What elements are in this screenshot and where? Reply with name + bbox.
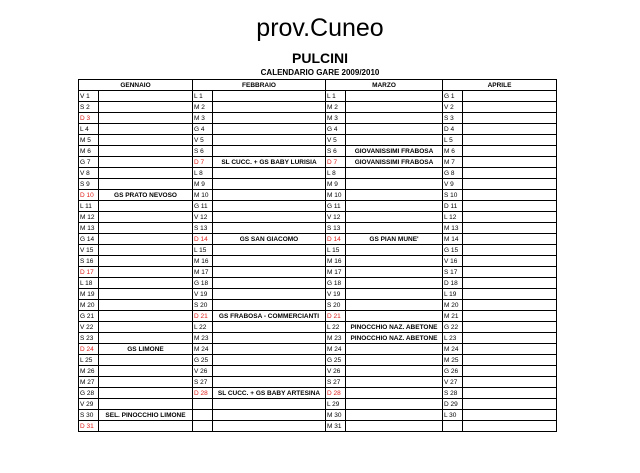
event-cell: GS FRABOSA - COMMERCIANTI	[213, 311, 326, 322]
event-cell	[213, 91, 326, 102]
day-cell: S 6	[193, 146, 213, 157]
event-cell	[213, 190, 326, 201]
event-cell	[463, 245, 557, 256]
day-cell: G 1	[443, 91, 463, 102]
event-cell	[99, 333, 193, 344]
event-cell	[213, 278, 326, 289]
event-cell	[463, 311, 557, 322]
event-cell	[213, 322, 326, 333]
event-cell	[346, 267, 443, 278]
day-cell: L 12	[443, 212, 463, 223]
event-cell: PINOCCHIO NAZ. ABETONE	[346, 322, 443, 333]
day-cell: V 27	[443, 377, 463, 388]
event-cell	[213, 267, 326, 278]
event-cell	[463, 201, 557, 212]
day-cell: D 18	[443, 278, 463, 289]
event-cell	[346, 190, 443, 201]
day-cell: G 11	[326, 201, 346, 212]
day-cell: L 25	[79, 355, 99, 366]
day-cell: D 21	[193, 311, 213, 322]
event-cell	[346, 135, 443, 146]
day-cell: L 29	[326, 399, 346, 410]
calendar-row	[79, 124, 557, 135]
day-cell: V 26	[193, 366, 213, 377]
calendar-row	[79, 344, 557, 355]
day-cell: V 22	[79, 322, 99, 333]
day-cell: L 15	[193, 245, 213, 256]
calendar-row	[79, 311, 557, 322]
category-title: PULCINI	[292, 50, 348, 66]
day-cell: G 4	[326, 124, 346, 135]
day-cell: M 6	[79, 146, 99, 157]
event-cell	[99, 135, 193, 146]
event-cell	[99, 388, 193, 399]
calendar-table	[78, 79, 557, 432]
event-cell	[463, 333, 557, 344]
event-cell	[99, 399, 193, 410]
day-cell: M 13	[443, 223, 463, 234]
day-cell: M 13	[79, 223, 99, 234]
event-cell	[346, 91, 443, 102]
calendar-row	[79, 157, 557, 168]
event-cell	[463, 322, 557, 333]
day-cell: V 29	[79, 399, 99, 410]
event-cell	[99, 91, 193, 102]
day-cell: D 10	[79, 190, 99, 201]
day-cell: G 15	[443, 245, 463, 256]
event-cell	[99, 421, 193, 432]
day-cell: S 6	[326, 146, 346, 157]
event-cell	[463, 278, 557, 289]
day-cell: G 18	[326, 278, 346, 289]
event-cell: GS LIMONE	[99, 344, 193, 355]
day-cell: S 16	[79, 256, 99, 267]
event-cell	[346, 113, 443, 124]
event-cell	[463, 410, 557, 421]
event-cell	[346, 355, 443, 366]
event-cell	[463, 113, 557, 124]
event-cell	[99, 300, 193, 311]
day-cell: G 25	[193, 355, 213, 366]
day-cell: D 14	[193, 234, 213, 245]
day-cell: L 8	[193, 168, 213, 179]
day-cell: V 2	[443, 102, 463, 113]
day-cell: G 28	[79, 388, 99, 399]
event-cell	[463, 355, 557, 366]
day-cell: D 11	[443, 201, 463, 212]
event-cell	[99, 179, 193, 190]
day-cell: M 3	[193, 113, 213, 124]
day-cell: D 28	[326, 388, 346, 399]
event-cell	[346, 256, 443, 267]
event-cell	[463, 300, 557, 311]
day-cell: M 25	[443, 355, 463, 366]
calendar-row	[79, 102, 557, 113]
event-cell	[213, 201, 326, 212]
day-cell: M 3	[326, 113, 346, 124]
event-cell	[346, 344, 443, 355]
calendar-row	[79, 377, 557, 388]
day-cell: M 17	[326, 267, 346, 278]
event-cell	[99, 377, 193, 388]
event-cell	[463, 377, 557, 388]
calendar-row	[79, 399, 557, 410]
day-cell: S 20	[326, 300, 346, 311]
calendar-row	[79, 300, 557, 311]
calendar-row	[79, 421, 557, 432]
event-cell	[463, 289, 557, 300]
event-cell	[463, 399, 557, 410]
day-cell: S 2	[79, 102, 99, 113]
day-cell: M 20	[443, 300, 463, 311]
day-cell: M 10	[326, 190, 346, 201]
event-cell	[213, 245, 326, 256]
day-cell: D 28	[193, 388, 213, 399]
day-cell: V 8	[79, 168, 99, 179]
day-cell: M 31	[326, 421, 346, 432]
calendar-row	[79, 322, 557, 333]
month-header: GENNAIO	[79, 80, 193, 91]
event-cell: SL CUCC. + GS BABY ARTESINA	[213, 388, 326, 399]
event-cell	[213, 124, 326, 135]
event-cell	[99, 157, 193, 168]
day-cell: M 17	[193, 267, 213, 278]
day-cell: L 11	[79, 201, 99, 212]
event-cell	[346, 223, 443, 234]
calendar-row	[79, 179, 557, 190]
calendar-row	[79, 289, 557, 300]
day-cell: D 14	[326, 234, 346, 245]
event-cell	[213, 399, 326, 410]
day-cell: M 24	[443, 344, 463, 355]
event-cell	[346, 366, 443, 377]
event-cell	[463, 421, 557, 432]
event-cell	[463, 157, 557, 168]
month-header: FEBBRAIO	[193, 80, 326, 91]
day-cell: M 16	[326, 256, 346, 267]
day-cell: L 5	[443, 135, 463, 146]
event-cell	[346, 245, 443, 256]
day-cell: D 24	[79, 344, 99, 355]
event-cell	[213, 256, 326, 267]
calendar-row	[79, 267, 557, 278]
event-cell: PINOCCHIO NAZ. ABETONE	[346, 333, 443, 344]
event-cell	[213, 223, 326, 234]
calendar-row	[79, 256, 557, 267]
calendar-row	[79, 245, 557, 256]
day-cell: M 6	[443, 146, 463, 157]
day-cell: V 26	[326, 366, 346, 377]
day-cell: M 20	[79, 300, 99, 311]
day-cell: L 19	[443, 289, 463, 300]
day-cell: M 16	[193, 256, 213, 267]
day-cell: S 13	[193, 223, 213, 234]
event-cell	[213, 421, 326, 432]
day-cell: V 9	[443, 179, 463, 190]
day-cell: L 22	[193, 322, 213, 333]
event-cell	[99, 113, 193, 124]
day-cell: G 18	[193, 278, 213, 289]
day-cell: V 15	[79, 245, 99, 256]
event-cell	[463, 168, 557, 179]
event-cell	[346, 278, 443, 289]
event-cell: GIOVANISSIMI FRABOSA	[346, 157, 443, 168]
event-cell: SEL. PINOCCHIO LIMONE	[99, 410, 193, 421]
day-cell: G 4	[193, 124, 213, 135]
event-cell	[463, 256, 557, 267]
day-cell: S 28	[443, 388, 463, 399]
day-cell: L 18	[79, 278, 99, 289]
day-cell	[193, 410, 213, 421]
event-cell	[463, 388, 557, 399]
day-cell	[193, 421, 213, 432]
event-cell	[213, 135, 326, 146]
event-cell	[99, 245, 193, 256]
event-cell	[99, 223, 193, 234]
day-cell: V 5	[326, 135, 346, 146]
day-cell: S 23	[79, 333, 99, 344]
calendar-row	[79, 212, 557, 223]
day-cell: M 30	[326, 410, 346, 421]
day-cell: G 22	[443, 322, 463, 333]
day-cell: M 21	[443, 311, 463, 322]
day-cell: M 26	[79, 366, 99, 377]
event-cell	[99, 278, 193, 289]
day-cell: S 13	[326, 223, 346, 234]
event-cell: GIOVANISSIMI FRABOSA	[346, 146, 443, 157]
month-header-row	[79, 80, 557, 91]
day-cell: S 27	[193, 377, 213, 388]
event-cell	[463, 135, 557, 146]
day-cell: S 9	[79, 179, 99, 190]
event-cell	[463, 190, 557, 201]
day-cell: M 12	[79, 212, 99, 223]
calendar-row	[79, 190, 557, 201]
event-cell	[346, 311, 443, 322]
day-cell: G 25	[326, 355, 346, 366]
day-cell: M 10	[193, 190, 213, 201]
event-cell	[99, 355, 193, 366]
event-cell	[213, 410, 326, 421]
day-cell: S 20	[193, 300, 213, 311]
day-cell: D 31	[79, 421, 99, 432]
day-cell: G 21	[79, 311, 99, 322]
event-cell	[463, 91, 557, 102]
event-cell	[463, 234, 557, 245]
event-cell	[346, 300, 443, 311]
day-cell: G 8	[443, 168, 463, 179]
calendar-row	[79, 234, 557, 245]
event-cell	[99, 168, 193, 179]
event-cell	[99, 201, 193, 212]
day-cell: M 14	[443, 234, 463, 245]
event-cell	[463, 102, 557, 113]
event-cell	[463, 223, 557, 234]
event-cell: GS SAN GIACOMO	[213, 234, 326, 245]
event-cell: GS PIAN MUNE'	[346, 234, 443, 245]
event-cell	[213, 179, 326, 190]
day-cell: V 5	[193, 135, 213, 146]
event-cell	[346, 421, 443, 432]
event-cell	[213, 344, 326, 355]
day-cell: M 2	[326, 102, 346, 113]
day-cell: S 17	[443, 267, 463, 278]
day-cell: L 1	[326, 91, 346, 102]
day-cell: L 4	[79, 124, 99, 135]
day-cell: M 7	[443, 157, 463, 168]
calendar-row	[79, 168, 557, 179]
event-cell	[346, 399, 443, 410]
day-cell: S 3	[443, 113, 463, 124]
event-cell	[99, 322, 193, 333]
event-cell	[213, 355, 326, 366]
calendar-row	[79, 333, 557, 344]
event-cell: GS PRATO NEVOSO	[99, 190, 193, 201]
event-cell	[99, 366, 193, 377]
event-cell	[213, 146, 326, 157]
day-cell: L 1	[193, 91, 213, 102]
month-header: APRILE	[443, 80, 557, 91]
calendar-body	[79, 91, 557, 432]
day-cell: G 14	[79, 234, 99, 245]
day-cell: M 9	[193, 179, 213, 190]
event-cell	[463, 267, 557, 278]
calendar-label: CALENDARIO GARE 2009/2010	[260, 68, 380, 77]
event-cell	[463, 344, 557, 355]
event-cell	[213, 333, 326, 344]
event-cell	[213, 377, 326, 388]
day-cell: M 27	[79, 377, 99, 388]
event-cell	[99, 267, 193, 278]
event-cell	[99, 124, 193, 135]
day-cell: D 4	[443, 124, 463, 135]
day-cell: M 23	[326, 333, 346, 344]
event-cell	[346, 377, 443, 388]
event-cell	[346, 168, 443, 179]
event-cell	[346, 212, 443, 223]
event-cell	[346, 289, 443, 300]
calendar-row	[79, 355, 557, 366]
event-cell	[99, 234, 193, 245]
day-cell: D 21	[326, 311, 346, 322]
event-cell	[463, 179, 557, 190]
day-cell: D 29	[443, 399, 463, 410]
day-cell: D 7	[326, 157, 346, 168]
event-cell	[346, 388, 443, 399]
day-cell: L 30	[443, 410, 463, 421]
event-cell	[213, 168, 326, 179]
day-cell: M 9	[326, 179, 346, 190]
day-cell: D 3	[79, 113, 99, 124]
event-cell	[213, 289, 326, 300]
page-title: prov.Cuneo	[256, 14, 384, 42]
event-cell	[463, 124, 557, 135]
event-cell	[99, 212, 193, 223]
day-cell: M 2	[193, 102, 213, 113]
day-cell: L 15	[326, 245, 346, 256]
day-cell: S 27	[326, 377, 346, 388]
calendar-row	[79, 135, 557, 146]
day-cell: D 17	[79, 267, 99, 278]
event-cell	[99, 289, 193, 300]
event-cell	[463, 366, 557, 377]
event-cell	[213, 102, 326, 113]
day-cell	[193, 399, 213, 410]
calendar-row	[79, 366, 557, 377]
day-cell: M 23	[193, 333, 213, 344]
day-cell: L 23	[443, 333, 463, 344]
event-cell	[463, 212, 557, 223]
day-cell: G 11	[193, 201, 213, 212]
day-cell: V 12	[193, 212, 213, 223]
calendar-row	[79, 223, 557, 234]
day-cell: V 19	[193, 289, 213, 300]
day-cell: L 8	[326, 168, 346, 179]
day-cell: G 7	[79, 157, 99, 168]
event-cell: SL CUCC. + GS BABY LURISIA	[213, 157, 326, 168]
day-cell: V 12	[326, 212, 346, 223]
calendar-row	[79, 278, 557, 289]
calendar-row	[79, 410, 557, 421]
day-cell: M 19	[79, 289, 99, 300]
day-cell: V 19	[326, 289, 346, 300]
event-cell	[213, 366, 326, 377]
event-cell	[346, 102, 443, 113]
day-cell: M 24	[193, 344, 213, 355]
event-cell	[99, 256, 193, 267]
calendar-row	[79, 201, 557, 212]
day-cell: S 10	[443, 190, 463, 201]
event-cell	[99, 146, 193, 157]
event-cell	[99, 311, 193, 322]
day-cell: G 26	[443, 366, 463, 377]
day-cell: M 5	[79, 135, 99, 146]
calendar-row	[79, 91, 557, 102]
event-cell	[346, 201, 443, 212]
event-cell	[213, 113, 326, 124]
day-cell: L 22	[326, 322, 346, 333]
day-cell: V 16	[443, 256, 463, 267]
event-cell	[346, 179, 443, 190]
event-cell	[463, 146, 557, 157]
calendar-row	[79, 146, 557, 157]
event-cell	[346, 410, 443, 421]
calendar-row	[79, 113, 557, 124]
day-cell: V 1	[79, 91, 99, 102]
event-cell	[99, 102, 193, 113]
day-cell: D 7	[193, 157, 213, 168]
calendar-row	[79, 388, 557, 399]
day-cell: M 24	[326, 344, 346, 355]
day-cell	[443, 421, 463, 432]
event-cell	[213, 300, 326, 311]
day-cell: S 30	[79, 410, 99, 421]
month-header: MARZO	[326, 80, 443, 91]
event-cell	[213, 212, 326, 223]
event-cell	[346, 124, 443, 135]
